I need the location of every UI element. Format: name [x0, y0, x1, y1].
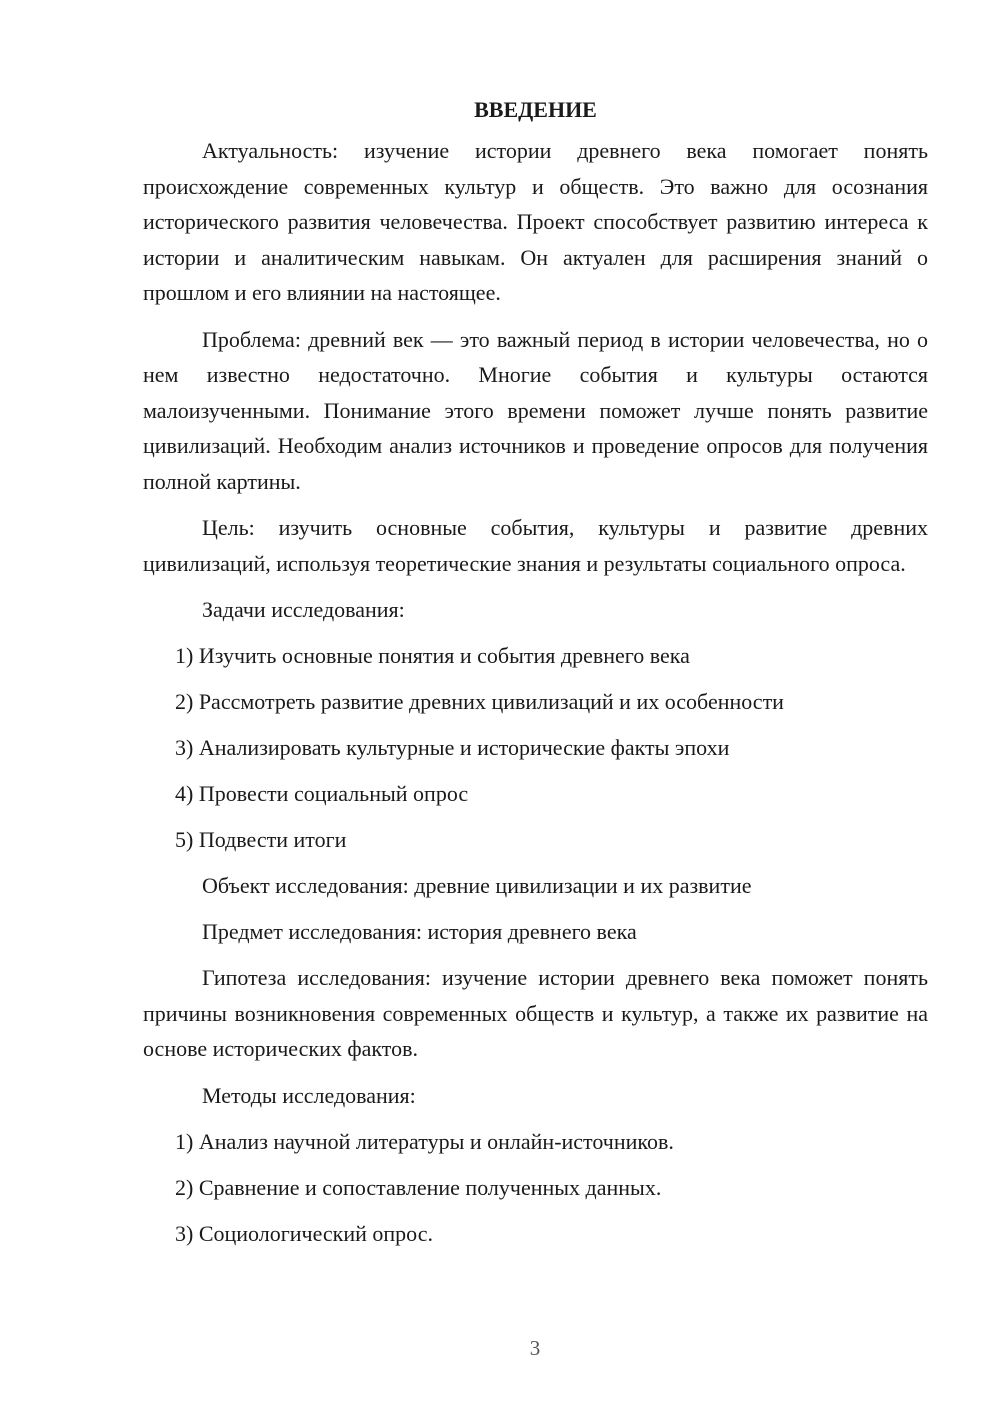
hypothesis-paragraph: Гипотеза исследования: изучение истории древнего века поможет понять причины возникновения современных обществ и культур, а также их развитие на основе исторических фактов.	[143, 965, 928, 1061]
task-item-4: 4) Провести социальный опрос	[175, 781, 469, 806]
relevance-paragraph: Актуальность: изучение истории древнего века помогает понять происхождение современных культур и обществ. Это важно для осознания исторического развития человечества. Проект способствует развитию интереса к истории и аналитическим навыкам. Он актуален для расширения знаний о прошлом и его влиянии на настоящее.	[143, 138, 928, 305]
object-line: Объект исследования: древние цивилизации и их развитие	[202, 873, 752, 898]
task-item-3: 3) Анализировать культурные и исторические факты эпохи	[175, 735, 730, 760]
document-page	[143, 92, 928, 1262]
subject-line: Предмет исследования: история древнего века	[202, 919, 637, 944]
page-number: 3	[529, 1336, 541, 1360]
goal-paragraph: Цель: изучить основные события, культуры и развитие древних цивилизаций, используя теоретические знания и результаты социального опроса.	[143, 515, 928, 576]
method-item-1: 1) Анализ научной литературы и онлайн-источников.	[175, 1128, 674, 1154]
task-item-5: 5) Подвести итоги	[175, 827, 347, 852]
method-item-2: 2) Сравнение и сопоставление полученных данных.	[175, 1174, 662, 1200]
section-title: ВВЕДЕНИЕ	[474, 97, 597, 122]
methods-heading: Методы исследования:	[202, 1082, 416, 1108]
task-item-1: 1) Изучить основные понятия и события древнего века	[175, 643, 690, 668]
task-item-2: 2) Рассмотреть развитие древних цивилизаций и их особенности	[175, 689, 784, 714]
tasks-heading: Задачи исследования:	[202, 597, 405, 622]
method-item-3: 3) Социологический опрос.	[175, 1220, 433, 1246]
problem-paragraph: Проблема: древний век — это важный период в истории человечества, но о нем известно недостаточно. Многие события и культуры остаются малоизученными. Понимание этого времени поможет лучше понять развитие цивилизаций. Необходим анализ источников и проведение опросов для получения полной картины.	[143, 326, 928, 494]
